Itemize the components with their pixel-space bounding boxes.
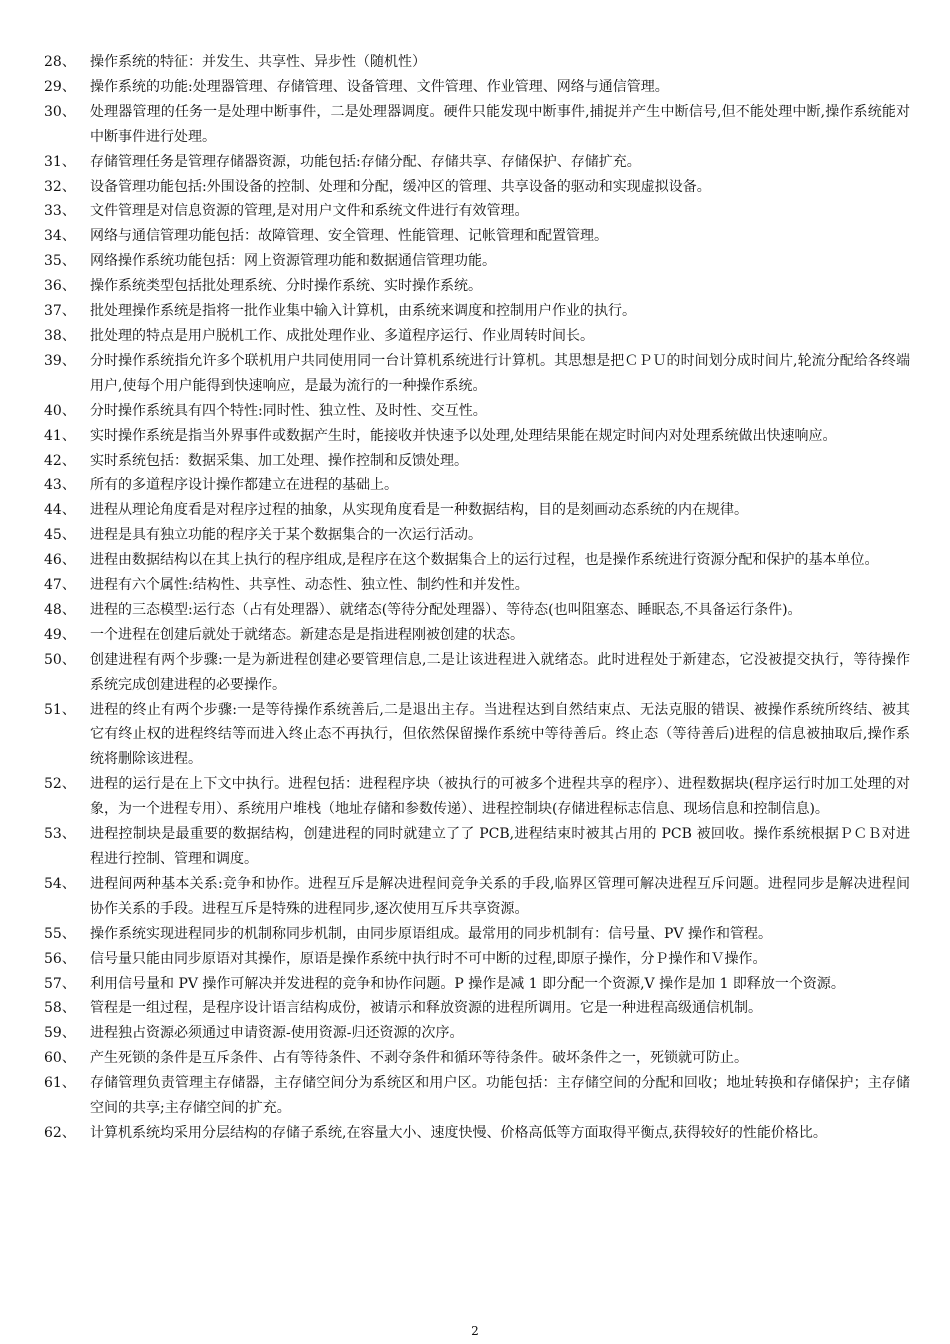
list-item xyxy=(44,1071,910,1121)
list-item-number: 30、 xyxy=(44,103,76,120)
list-item-text: 所有的多道程序设计操作都建立在进程的基础上。 xyxy=(90,477,398,494)
list-item-text: 实时系统包括：数据采集、加工处理、操作控制和反馈处理。 xyxy=(90,452,468,469)
list-item-number: 44、 xyxy=(44,502,76,519)
list-item-text: 进程由数据结构以在其上执行的程序组成,是程序在这个数据集合上的运行过程，也是操作系统进行资源分配和保护的基本单位。 xyxy=(90,552,879,569)
list-item xyxy=(44,498,910,523)
list-item-number: 36、 xyxy=(44,278,76,295)
list-item-number: 40、 xyxy=(44,402,76,419)
list-item-text: 网络与通信管理功能包括：故障管理、安全管理、性能管理、记帐管理和配置管理。 xyxy=(90,228,608,245)
list-item-number: 41、 xyxy=(44,427,76,444)
list-item-text: 信号量只能由同步原语对其操作，原语是操作系统中执行时不可中断的过程,即原子操作，分Ｐ操作和Ｖ操作。 xyxy=(90,950,767,967)
list-item-number: 58、 xyxy=(44,1000,76,1017)
list-item-text: 批处理的特点是用户脱机工作、成批处理作业、多道程序运行、作业周转时间长。 xyxy=(90,327,594,344)
list-item-text: 产生死锁的条件是互斥条件、占有等待条件、不剥夺条件和循环等待条件。破坏条件之一，死锁就可防止。 xyxy=(90,1050,748,1067)
list-item-number: 46、 xyxy=(44,552,76,569)
list-item-text: 处理器管理的任务一是处理中断事件，二是处理器调度。硬件只能发现中断事件,捕捉并产生中断信号,但不能处理中断,操作系统能对中断事件进行处理。 xyxy=(90,103,910,145)
list-item-text: 存储管理任务是管理存储器资源，功能包括:存储分配、存储共享、存储保护、存储扩充。 xyxy=(90,153,641,170)
list-item-number: 45、 xyxy=(44,527,76,544)
list-item-number: 42、 xyxy=(44,452,76,469)
list-item xyxy=(44,424,910,449)
list-item-number: 31、 xyxy=(44,153,76,170)
list-item-text: 批处理操作系统是指将一批作业集中输入计算机，由系统来调度和控制用户作业的执行。 xyxy=(90,303,636,320)
list-item-number: 53、 xyxy=(44,826,76,843)
list-item xyxy=(44,75,910,100)
list-item-number: 55、 xyxy=(44,925,76,942)
list-item xyxy=(44,473,910,498)
list-item xyxy=(44,449,910,474)
list-item-number: 37、 xyxy=(44,303,76,320)
list-item-text: 进程从理论角度看是对程序过程的抽象，从实现角度看是一种数据结构，目的是刻画动态系统的内在规律。 xyxy=(90,502,748,519)
list-item xyxy=(44,100,910,150)
list-item xyxy=(44,150,910,175)
list-item xyxy=(44,399,910,424)
numbered-list xyxy=(44,50,910,1146)
list-item-text: 一个进程在创建后就处于就绪态。新建态是是指进程刚被创建的状态。 xyxy=(90,626,524,643)
list-item-text: 操作系统实现进程同步的机制称同步机制，由同步原语组成。最常用的同步机制有：信号量、PV 操作和管程。 xyxy=(90,925,772,942)
list-item xyxy=(44,523,910,548)
list-item-text: 进程是具有独立功能的程序关于某个数据集合的一次运行活动。 xyxy=(90,527,482,544)
list-item xyxy=(44,598,910,623)
list-item-number: 28、 xyxy=(44,54,76,70)
list-item xyxy=(44,822,910,872)
list-item xyxy=(44,623,910,648)
list-item-number: 43、 xyxy=(44,477,76,494)
list-item xyxy=(44,698,910,773)
list-item-number: 29、 xyxy=(44,78,76,95)
list-item-text: 进程的运行是在上下文中执行。进程包括：进程程序块（被执行的可被多个进程共享的程序）、进程数据块(程序运行时加工处理的对象，为一个进程专用）、系统用户堆栈（地址存储和参数传递）、进程控制块(存储进程标志信息、现场信息和控制信息)。 xyxy=(90,776,910,818)
list-item-number: 54、 xyxy=(44,875,76,892)
list-item xyxy=(44,1121,910,1146)
list-item-text: 创建进程有两个步骤:一是为新进程创建必要管理信息,二是让该进程进入就绪态。此时进程处于新建态，它没被提交执行，等待操作系统完成创建进程的必要操作。 xyxy=(90,651,910,693)
list-item-number: 39、 xyxy=(44,352,76,369)
list-item-number: 51、 xyxy=(44,701,76,718)
list-item-text: 分时操作系统具有四个特性:同时性、独立性、及时性、交互性。 xyxy=(90,402,487,419)
list-item xyxy=(44,224,910,249)
list-item-number: 47、 xyxy=(44,577,76,594)
list-item-text: 操作系统的特征：并发生、共享性、异步性（随机性） xyxy=(90,54,426,70)
list-item-number: 50、 xyxy=(44,651,76,668)
list-item-number: 61、 xyxy=(44,1075,76,1092)
list-item-number: 38、 xyxy=(44,327,76,344)
list-item-text: 存储管理负责管理主存储器，主存储空间分为系统区和用户区。功能包括：主存储空间的分配和回收；地址转换和存储保护；主存储空间的共享;主存储空间的扩充。 xyxy=(90,1075,910,1117)
list-item-number: 48、 xyxy=(44,601,76,618)
list-item xyxy=(44,324,910,349)
list-item xyxy=(44,648,910,698)
list-item-text: 网络操作系统功能包括：网上资源管理功能和数据通信管理功能。 xyxy=(90,253,496,270)
list-item-text: 文件管理是对信息资源的管理,是对用户文件和系统文件进行有效管理。 xyxy=(90,203,529,220)
list-item-text: 分时操作系统指允许多个联机用户共同使用同一台计算机系统进行计算机。其思想是把ＣＰＵ的时间划分成时间片,轮流分配给各终端用户,使每个用户能得到快速响应，是最为流行的一种操作系统。 xyxy=(90,352,910,394)
list-item-number: 49、 xyxy=(44,626,76,643)
list-item-text: 进程有六个属性:结构性、共享性、动态性、独立性、制约性和并发性。 xyxy=(90,577,529,594)
list-item xyxy=(44,199,910,224)
list-item-text: 操作系统的功能:处理器管理、存储管理、设备管理、文件管理、作业管理、网络与通信管理。 xyxy=(90,78,669,95)
list-item xyxy=(44,249,910,274)
list-item xyxy=(44,299,910,324)
list-item xyxy=(44,947,910,972)
list-item xyxy=(44,548,910,573)
list-item-text: 进程的终止有两个步骤:一是等待操作系统善后,二是退出主存。当进程达到自然结束点、无法克服的错误、被操作系统所终结、被其它有终止权的进程终结等而进入终止态不再执行，但依然保留操作系统中等待善后。终止态（等待善后)进程的信息被抽取后,操作系统将删除该进程。 xyxy=(90,701,910,768)
list-item xyxy=(44,922,910,947)
list-item-text: 实时操作系统是指当外界事件或数据产生时，能接收并快速予以处理,处理结果能在规定时间内对处理系统做出快速响应。 xyxy=(90,427,837,444)
list-item-number: 56、 xyxy=(44,950,76,967)
list-item-number: 33、 xyxy=(44,203,76,220)
list-item-text: 管程是一组过程，是程序设计语言结构成份，被请示和释放资源的进程所调用。它是一种进程高级通信机制。 xyxy=(90,1000,762,1017)
list-item-number: 52、 xyxy=(44,776,76,793)
list-item xyxy=(44,349,910,399)
list-item-number: 59、 xyxy=(44,1025,76,1042)
list-item-text: 操作系统类型包括批处理系统、分时操作系统、实时操作系统。 xyxy=(90,278,482,295)
list-item-number: 57、 xyxy=(44,975,76,992)
list-item xyxy=(44,972,910,997)
list-item-text: 进程独占资源必须通过申请资源-使用资源-归还资源的次序。 xyxy=(90,1025,464,1042)
list-item-text: 设备管理功能包括:外围设备的控制、处理和分配，缓冲区的管理、共享设备的驱动和实现虚拟设备。 xyxy=(90,178,711,195)
list-item xyxy=(44,872,910,922)
list-item-number: 62、 xyxy=(44,1124,76,1141)
list-item-text: 计算机系统均采用分层结构的存储子系统,在容量大小、速度快慢、价格高低等方面取得平衡点,获得较好的性能价格比。 xyxy=(90,1124,827,1141)
list-item-number: 32、 xyxy=(44,178,76,195)
list-item-text: 进程控制块是最重要的数据结构，创建进程的同时就建立了了 PCB,进程结束时被其占用的 PCB 被回收。操作系统根据ＰＣＢ对进程进行控制、管理和调度。 xyxy=(90,826,910,867)
list-item xyxy=(44,573,910,598)
list-item xyxy=(44,1021,910,1046)
list-item-text: 利用信号量和 PV 操作可解决并发进程的竞争和协作问题。P 操作是减 1 即分配一个资源,V 操作是加 1 即释放一个资源。 xyxy=(90,975,845,992)
list-item-text: 进程的三态模型:运行态（占有处理器）、就绪态(等待分配处理器）、等待态(也叫阻塞态、睡眠态,不具备运行条件)。 xyxy=(90,601,802,618)
list-item-number: 35、 xyxy=(44,253,76,270)
list-item xyxy=(44,175,910,200)
list-item-text: 进程间两种基本关系:竞争和协作。进程互斥是解决进程间竞争关系的手段,临界区管理可解决进程互斥问题。进程同步是解决进程间协作关系的手段。进程互斥是特殊的进程同步,逐次使用互斥共享资源。 xyxy=(90,875,910,917)
list-item-number: 34、 xyxy=(44,228,76,245)
list-item xyxy=(44,772,910,822)
page-number: 2 xyxy=(471,1324,479,1338)
list-item xyxy=(44,50,910,75)
list-item xyxy=(44,274,910,299)
list-item xyxy=(44,996,910,1021)
list-item xyxy=(44,1046,910,1071)
list-item-number: 60、 xyxy=(44,1050,76,1067)
